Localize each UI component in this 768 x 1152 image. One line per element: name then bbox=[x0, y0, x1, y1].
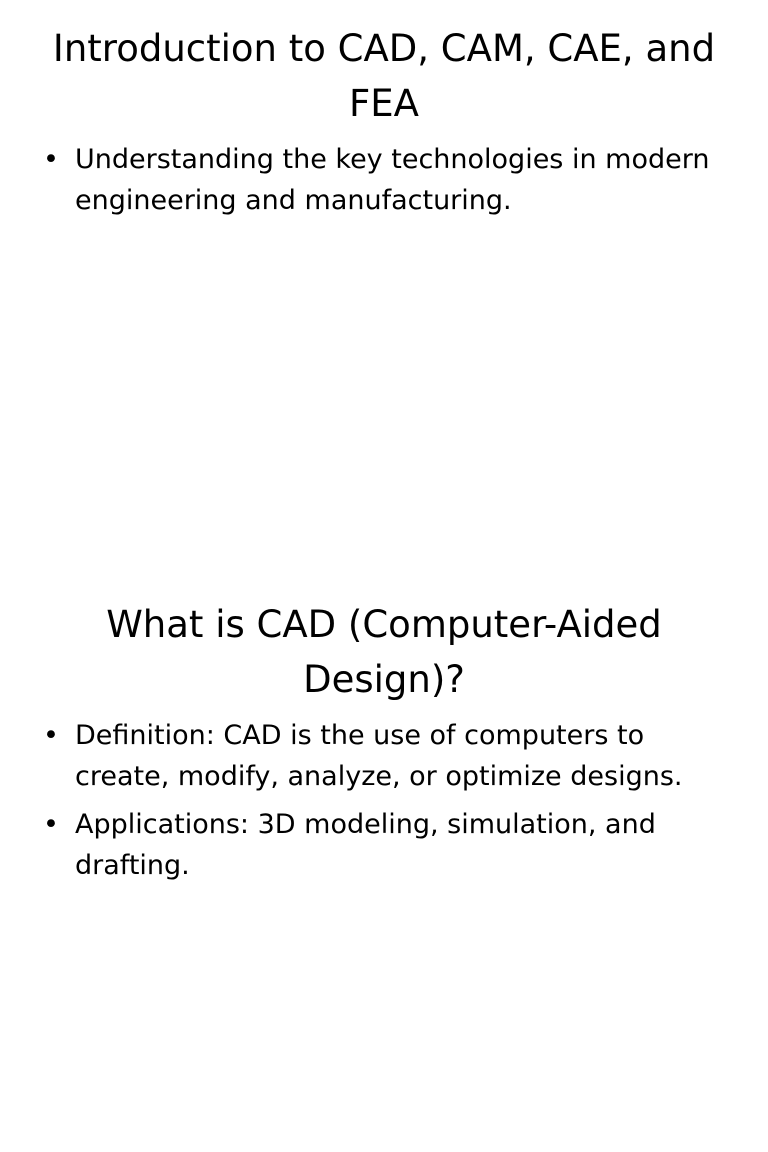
bullet-list bbox=[38, 715, 730, 893]
bullet-list bbox=[38, 139, 730, 228]
bullet-item bbox=[38, 715, 730, 797]
bullet-icon: • bbox=[43, 809, 59, 840]
bullet-text: Understanding the key technologies in modern engineering and manufacturing. bbox=[75, 144, 710, 216]
bullet-icon: • bbox=[43, 144, 59, 175]
slide-title: Introduction to CAD, CAM, CAE, and FEA bbox=[52, 27, 716, 125]
bullet-item bbox=[38, 804, 730, 886]
slide-2 bbox=[0, 576, 768, 1152]
bullet-text: Applications: 3D modeling, simulation, and drafting. bbox=[75, 809, 656, 881]
bullet-icon: • bbox=[43, 720, 59, 751]
slide-title: What is CAD (Computer-Aided Design)? bbox=[106, 603, 662, 701]
bullet-item bbox=[38, 139, 730, 221]
bullet-text: Definition: CAD is the use of computers to create, modify, analyze, or optimize designs. bbox=[75, 720, 683, 792]
